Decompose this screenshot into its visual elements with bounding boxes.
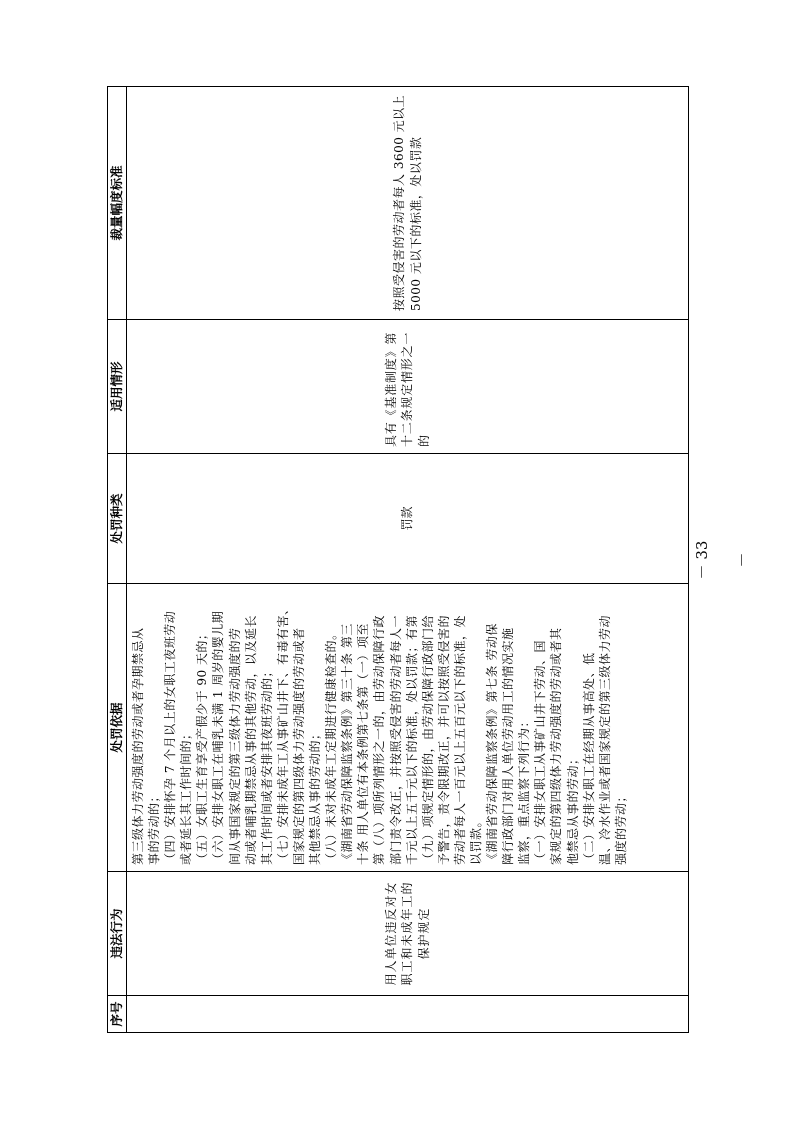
basis-line: 或者延长其工作时间的； xyxy=(179,727,194,865)
basis-line: 以罚款。 xyxy=(468,814,483,865)
basis-line: 监察，重点监察下列行为： xyxy=(517,714,532,865)
basis-line: 温、冷水作业或者国家规定的第三级体力劳动 xyxy=(597,614,612,865)
basis-line: 其工作时间或者安排其夜班劳动的； xyxy=(259,664,274,865)
cell-seq xyxy=(127,996,689,1033)
basis-line: 国家规定的第四级体力劳动强度的劳动或者 xyxy=(291,627,306,865)
basis-line: 部门责令改正，并按照受侵害的劳动者每人一 xyxy=(388,614,403,865)
basis-line: （四）安排怀孕 7 个月以上的女职工夜班劳动 xyxy=(163,610,178,865)
header-standard: 裁量幅度标准 xyxy=(108,87,127,320)
basis-line: 第三级体力劳动强度的劳动或者孕期禁忌从 xyxy=(131,627,145,865)
basis-line: （五）女职工生育享受产假少于 90 天的； xyxy=(195,627,210,865)
basis-text xyxy=(130,587,629,865)
basis-line: 动或者哺乳期禁忌从事的其他劳动，以及延长 xyxy=(243,614,258,865)
penalty-standard-table xyxy=(107,86,689,1033)
penalty-kind-text: 罚款 xyxy=(400,506,415,531)
basis-line: （七）安排未成年工从事矿山井下、有毒有害、 xyxy=(275,602,290,865)
basis-line: （八）未对未成年工定期进行健康检查的。 xyxy=(324,627,339,865)
basis-line: 劳动者每人一百元以上五百元以下的标准，处 xyxy=(452,614,467,865)
basis-line: 间从事国家规定的第三级体力劳动强度的劳 xyxy=(227,627,242,865)
header-seq: 序号 xyxy=(108,996,127,1033)
standard-text: 按照受侵害的劳动者每人 3600 元以上 5000 元以下的标准，处以罚款 xyxy=(392,94,423,311)
header-situation: 适用情形 xyxy=(108,320,127,454)
table-header-row xyxy=(108,87,127,1033)
violation-text: 用人单位违反对女职工和未成年工的保护规定 xyxy=(384,881,431,986)
header-act: 违法行为 xyxy=(108,872,127,996)
basis-line: 强度的劳动； xyxy=(613,789,628,865)
situation-text: 具有《基准制度》第十二条规定情形之一的 xyxy=(384,331,431,447)
basis-line: （六）安排女职工在哺乳未满 1 周岁的婴儿期 xyxy=(211,610,226,865)
header-basis: 处罚依据 xyxy=(108,584,127,872)
page-number: － 33 － xyxy=(693,540,751,580)
basis-line: 《湖南省劳动保障监察条例》第七条 劳动保 xyxy=(485,623,500,865)
basis-line: 《湖南省劳动保障监察条例》第三十条 第三 xyxy=(340,623,355,865)
header-kind: 处罚种类 xyxy=(108,454,127,584)
basis-line: 家规定的第四级体力劳动强度的劳动或者其 xyxy=(549,627,564,865)
cell-situation xyxy=(127,320,689,454)
cell-standard xyxy=(127,87,689,320)
cell-kind xyxy=(127,454,689,584)
basis-line: 事的劳动的； xyxy=(147,789,162,865)
basis-line: （九）项规定情形的，由劳动保障行政部门给 xyxy=(420,614,435,865)
basis-line: 千元以上五千元以下的标准，处以罚款；有第 xyxy=(404,614,419,865)
basis-line: 第（八）项所列情形之一的，由劳动保障行政 xyxy=(372,614,387,865)
basis-line: 障行政部门对用人单位劳动用工的情况实施 xyxy=(501,627,516,865)
basis-line: 十条 用人单位有本条例第七条第（一）项至 xyxy=(356,623,371,865)
basis-line: （一）安排女职工从事矿山井下劳动、国 xyxy=(533,639,548,865)
basis-line: （二）安排女职工在经期从事高处、低 xyxy=(581,652,596,865)
table-row xyxy=(127,87,689,1033)
basis-line: 其他禁忌从事的劳动的； xyxy=(308,727,323,865)
basis-line: 予警告，责令限期改正，并可以按照受侵害的 xyxy=(436,614,451,865)
basis-line: 他禁忌从事的劳动； xyxy=(565,752,580,865)
rotated-table-container xyxy=(107,87,689,1033)
cell-act xyxy=(127,872,689,996)
cell-basis xyxy=(127,584,689,872)
